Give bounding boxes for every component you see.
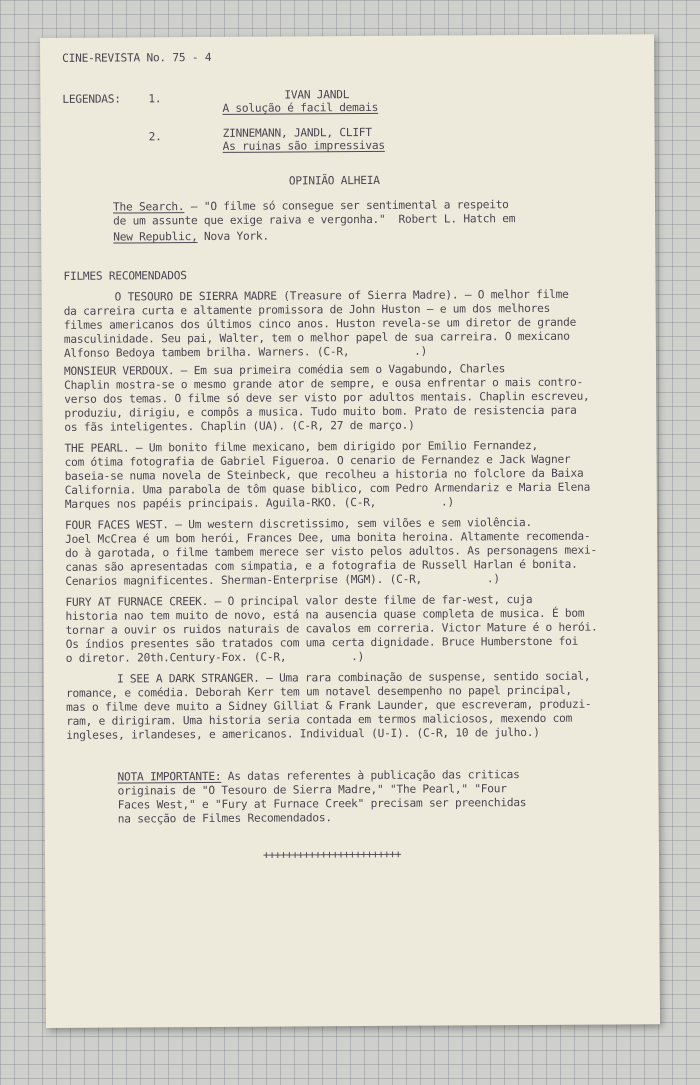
legenda-2-caption: As ruinas são impressivas — [222, 138, 385, 153]
review-four-faces-west-line: Joel McCrea é um bom herói, Frances Dee, uma bonita heroina. Altamente recomenda- — [65, 529, 591, 546]
legenda-1-name: IVAN JANDL — [284, 88, 350, 102]
publication-new-republic: New Republic, — [113, 230, 198, 244]
nota-line-1: NOTA IMPORTANTE: As datas referentes à publicação das criticas — [117, 768, 520, 784]
review-the-pearl-line: com ótima fotografia de Gabriel Figueroa. O cenario de Fernandez e Jack Wagner — [64, 452, 571, 469]
typewritten-page — [40, 34, 660, 1028]
review-dark-stranger-line: I SEE A DARK STRANGER. — Uma rara combinação de suspense, sentido social, — [116, 669, 591, 686]
legenda-2-number: 2. — [148, 130, 162, 144]
opiniao-title: OPINIÃO ALHEIA — [288, 173, 380, 188]
opiniao-line-3: New Republic, Nova York. — [113, 229, 269, 244]
review-furnace-creek-line: tornar a ouvir os ruidos naturais de cavalos em correria. Victor Mature é o herói. — [65, 620, 598, 637]
legenda-1-number: 1. — [148, 92, 162, 106]
review-dark-stranger-line: mas o filme deve muito a Sidney Gilliat & Frank Launder, que escreveram, produzi- — [66, 697, 592, 714]
review-four-faces-west-line: Cenarios magnificentes. Sherman-Enterprise (MGM). (C-R, .) — [65, 572, 500, 588]
review-sierra-madre-line: filmes americanos dos últimos cinco anos. Huston revela-se um diretor de grande — [63, 315, 577, 332]
review-dark-stranger-line: ingleses, irlandeses, e americanos. Individual (U-I). (C-R, 10 de julho.) — [66, 725, 540, 742]
nota-label: NOTA IMPORTANTE: — [117, 769, 222, 784]
review-furnace-creek-line: o diretor. 20th.Century-Fox. (C-R, .) — [65, 650, 365, 665]
review-furnace-creek-line: FURY AT FURNACE CREEK. — O principal valor deste filme de far-west, cuja — [65, 593, 533, 609]
review-verdoux-line: os fãs inteligentes. Chaplin (UA). (C-R, 27 de março.) — [64, 418, 415, 434]
nota-line: na secção de Filmes Recomendados. — [117, 811, 332, 826]
nota-line: originais de "O Tesouro de Sierra Madre," "The Pearl," "Four — [117, 782, 507, 798]
review-dark-stranger-line: romance, e comédia. Deborah Kerr tem um notavel desempenho no papel principal, — [65, 683, 572, 700]
review-four-faces-west-line: canas são apresentadas com simpatia, e a fotografia de Russell Harlan é bonita. — [65, 557, 578, 574]
review-the-pearl-line: baseia-se numa novela de Steinbeck, que recolheu a historia no folclore da Baixa — [64, 466, 584, 483]
review-verdoux-line: verso dos temas. O filme só deve ser visto por adultos mentais. Chaplin escreveu, — [64, 389, 590, 406]
opiniao-line-1: The Search. — "O filme só consegue ser sentimental a respeito — [112, 198, 509, 214]
review-the-pearl-line: Marques nos papéis principais. Aguila-RKO. (C-R, .) — [64, 495, 455, 511]
review-sierra-madre-line: da carreira curta e altamente promissora de John Huston — e um dos melhores — [63, 301, 551, 318]
nota-line: Faces West," e "Fury at Furnace Creek" precisam ser preenchidas — [117, 796, 527, 812]
review-verdoux-line: Chaplin mostra-se o mesmo grande ator de sempre, e ousa enfrentar o mais contro- — [64, 375, 583, 392]
legenda-2-name: ZINNEMANN, JANDL, CLIFT — [222, 125, 372, 140]
review-the-pearl-line: California. Uma parabola de tôm quase biblico, com Pedro Armendariz e Maria Elena — [64, 480, 591, 497]
review-sierra-madre-line: masculinidade. Seu pai, Walter, tem o melhor papel de sua carreira. O mexicano — [63, 329, 570, 346]
review-sierra-madre-line: Alfonso Bedoya tambem brilha. Warners. (C-R, .) — [63, 344, 428, 360]
legendas-label: LEGENDAS: — [62, 92, 121, 106]
review-verdoux-line: produziu, dirigiu, e compôs a musica. Tudo muito bom. Prato de resistencia para — [64, 403, 577, 420]
review-the-pearl-line: THE PEARL. — Um bonito filme mexicano, bem dirigido por Emilio Fernandez, — [64, 438, 538, 455]
review-four-faces-west-line: FOUR FACES WEST. — Um western discretissimo, sem vilões e sem violência. — [64, 516, 532, 532]
review-verdoux-line: MONSIEUR VERDOUX. — Em sua primeira comédia sem o Vagabundo, Charles — [63, 362, 506, 378]
review-sierra-madre-line: O TESOURO DE SIERRA MADRE (Treasure of Sierra Madre). — O melhor filme — [114, 287, 569, 304]
film-title-the-search: The Search. — [112, 200, 185, 214]
review-four-faces-west-line: do à garotada, o filme tambem merece ser visto pelos adultos. As personagens mexi- — [65, 543, 597, 560]
typed-divider: ++++++++++++++++++++++++ — [262, 847, 401, 862]
page-header: CINE-REVISTA No. 75 - 4 — [62, 50, 212, 65]
filmes-section-title: FILMES RECOMENDADOS — [63, 269, 187, 283]
legenda-1-caption: A solução é facil demais — [222, 100, 379, 115]
opiniao-line-2: de um assunte que exige raiva e vergonha." Robert L. Hatch em — [113, 212, 516, 228]
review-dark-stranger-line: ram, e dirigiram. Uma historia seria contada em termos maliciosos, mexendo com — [66, 711, 573, 728]
review-furnace-creek-line: historia nao tem muito de novo, está na ausencia quase completa de musica. É bom — [65, 606, 585, 623]
review-furnace-creek-line: Os índios presentes são tratados com uma certa dignidade. Bruce Humberstone foi — [65, 634, 579, 651]
